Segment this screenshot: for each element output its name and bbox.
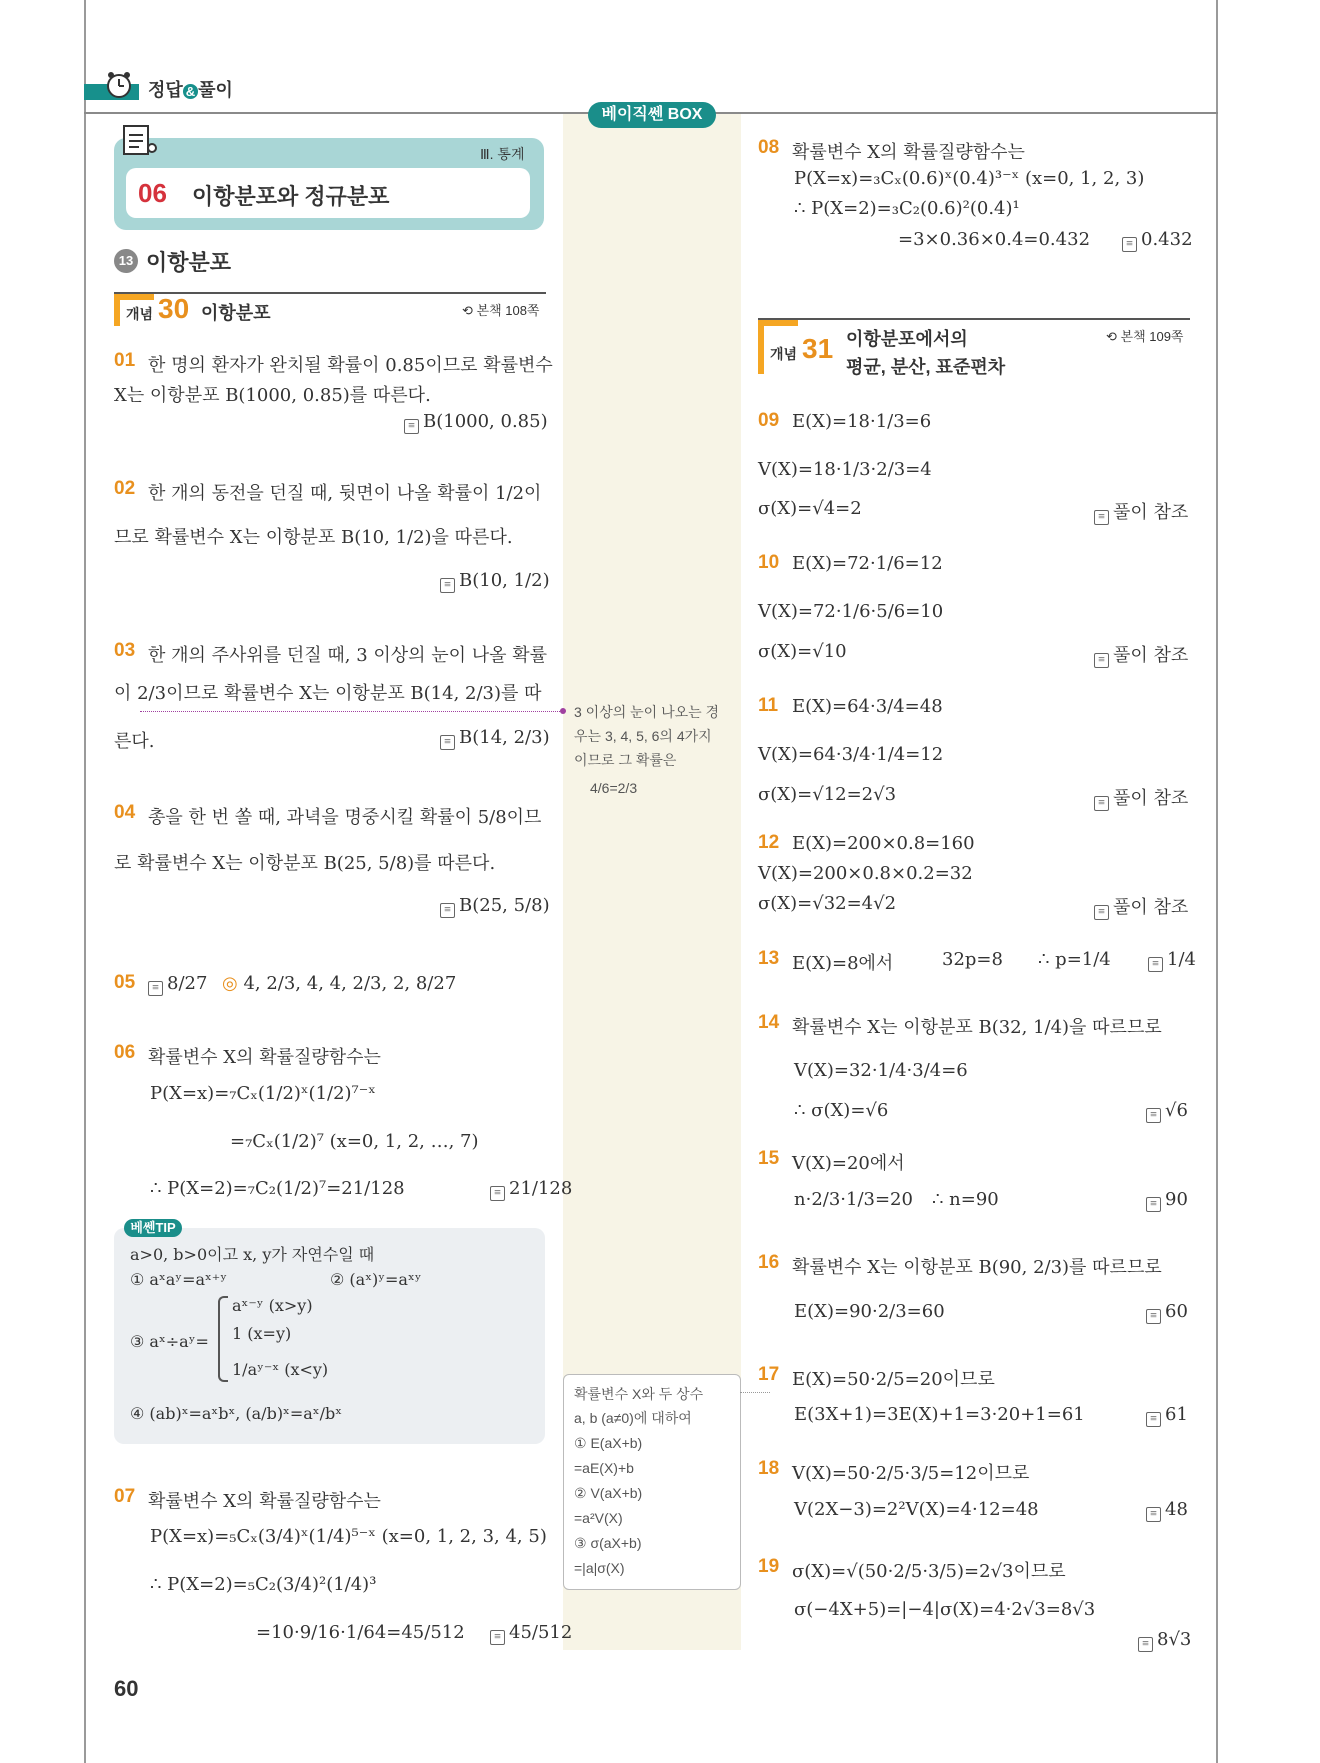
p15-number: 15 (758, 1148, 780, 1169)
side-note1-l1: 3 이상의 눈이 나오는 경 (574, 704, 720, 720)
p13-line1: E(X)=8에서 (792, 953, 894, 974)
concept31-ref (1106, 326, 1184, 345)
tip-brace (218, 1296, 228, 1382)
concept30-small: 개념 (126, 306, 154, 322)
p14-answer-text: √6 (1165, 1100, 1188, 1121)
p10-answer-text: 풀이 참조 (1113, 645, 1189, 666)
tip-line3a: aˣ⁻ʸ (x>y) (232, 1296, 313, 1315)
p05-answer-text: 8/27 (167, 973, 208, 994)
concept31-small: 개념 (770, 346, 798, 362)
answer-mark-icon: ≡ (440, 903, 455, 918)
answer-mark-icon: ≡ (490, 1186, 505, 1201)
p16-number: 16 (758, 1252, 780, 1273)
p17-number: 17 (758, 1364, 780, 1385)
p12-line2: V(X)=200×0.8×0.2=32 (758, 863, 973, 884)
p09-answer (1094, 498, 1188, 525)
p01-answer (404, 411, 548, 434)
p03-line2: 이 2/3이므로 확률변수 X는 이항분포 B(14, 2/3)를 따 (114, 683, 542, 704)
side-box-l5: ② V(aX+b) (574, 1485, 643, 1501)
p15-line1: V(X)=20에서 (792, 1153, 905, 1174)
p14-answer (1146, 1100, 1188, 1123)
p04-line2: 로 확률변수 X는 이항분포 B(25, 5/8)를 따른다. (114, 853, 496, 874)
p02-line2: 므로 확률변수 X는 이항분포 B(10, 1/2)을 따른다. (114, 527, 513, 548)
p14-line3: ∴ σ(X)=√6 (794, 1100, 889, 1121)
side-box-l6: =a²V(X) (574, 1510, 623, 1526)
tip-line3b: 1 (x=y) (232, 1324, 292, 1343)
header-title-b: 풀이 (198, 80, 233, 100)
p14-number: 14 (758, 1012, 780, 1033)
concept30-ref (462, 300, 540, 319)
side-box-l2: a, b (a≠0)에 대하여 (574, 1410, 692, 1426)
p18-line1: V(X)=50·2/5·3/5=12이므로 (792, 1463, 1030, 1484)
p06-number: 06 (114, 1042, 136, 1063)
header-title (148, 76, 233, 102)
answer-mark-icon: ≡ (1146, 1412, 1161, 1427)
p11-line2: V(X)=64·3/4·1/4=12 (758, 744, 944, 765)
p04-answer-text: B(25, 5/8) (459, 895, 550, 916)
concept30-ref-text: 본책 108쪽 (476, 303, 540, 318)
p11-answer (1094, 784, 1188, 811)
concept30-name: 이항분포 (201, 303, 271, 323)
p10-number: 10 (758, 552, 780, 573)
p07-answer-text: 45/512 (509, 1622, 573, 1643)
p19-answer-text: 8√3 (1157, 1629, 1192, 1650)
p06-line3: =₇Cₓ(1/2)⁷ (x=0, 1, 2, …, 7) (230, 1131, 479, 1152)
p09-line3: σ(X)=√4=2 (758, 498, 862, 519)
chapter-name: 이항분포와 정규분포 (192, 184, 390, 209)
p04-line1: 총을 한 번 쏠 때, 과녁을 명중시킬 확률이 5/8이므 (148, 807, 542, 828)
p18-number: 18 (758, 1458, 780, 1479)
concept30-tab-top (114, 294, 154, 300)
side-box-connector (740, 1392, 770, 1393)
p10-line1: E(X)=72·1/6=12 (792, 553, 943, 574)
concept31-number: 31 (802, 333, 834, 364)
p06-line4: ∴ P(X=2)=₇C₂(1/2)⁷=21/128 (150, 1178, 405, 1199)
p08-line4: =3×0.36×0.4=0.432 (898, 229, 1091, 250)
tip-line2a: ① aˣaʸ=aˣ⁺ʸ (130, 1270, 228, 1289)
page-frame-right (1216, 0, 1218, 1763)
side-note1-l4: 4/6=2/3 (590, 780, 638, 796)
p12-answer (1094, 893, 1188, 920)
p13-number: 13 (758, 948, 780, 969)
p07-number: 07 (114, 1486, 136, 1507)
answer-mark-icon: ≡ (148, 981, 163, 996)
p05-extra-text: 4, 2/3, 4, 4, 2/3, 2, 8/27 (243, 973, 457, 994)
p06-answer-text: 21/128 (509, 1178, 573, 1199)
p07-line3: ∴ P(X=2)=₅C₂(3/4)²(1/4)³ (150, 1574, 377, 1595)
p01-number: 01 (114, 350, 136, 371)
p14-line2: V(X)=32·1/4·3/4=6 (794, 1060, 968, 1081)
answer-mark-icon: ≡ (1146, 1507, 1161, 1522)
chapter-number: 06 (138, 178, 167, 208)
side-box-l8: =|a|σ(X) (574, 1560, 625, 1576)
p10-line2: V(X)=72·1/6·5/6=10 (758, 601, 944, 622)
p01-answer-text: B(1000, 0.85) (423, 411, 548, 432)
p08-answer-text: 0.432 (1141, 229, 1193, 250)
p03-note-connector (140, 711, 560, 712)
p09-line1: E(X)=18·1/3=6 (792, 411, 932, 432)
p15-line2: n·2/3·1/3=20 (794, 1189, 913, 1210)
target-icon: ◎ (222, 973, 244, 994)
p06-line1: 확률변수 X의 확률질량함수는 (148, 1047, 381, 1068)
p03-line1: 한 개의 주사위를 던질 때, 3 이상의 눈이 나올 확률 (148, 645, 548, 666)
p10-line3: σ(X)=√10 (758, 641, 847, 662)
p15-answer (1146, 1189, 1188, 1212)
p07-answer (490, 1622, 572, 1645)
p18-line2: V(2X−3)=2²V(X)=4·12=48 (794, 1499, 1039, 1520)
p18-answer-text: 48 (1165, 1499, 1188, 1520)
p06-line2: P(X=x)=₇Cₓ(1/2)ˣ(1/2)⁷⁻ˣ (150, 1083, 376, 1104)
p12-number: 12 (758, 832, 780, 853)
page-number: 60 (114, 1676, 139, 1701)
p16-answer-text: 60 (1165, 1301, 1188, 1322)
p03-line3: 른다. (114, 731, 155, 752)
section-number: 13 (114, 249, 138, 273)
concept31-ref-text: 본책 109쪽 (1120, 329, 1184, 344)
side-box-l3: ① E(aX+b) (574, 1435, 643, 1451)
p19-answer (1138, 1629, 1191, 1652)
answer-mark-icon: ≡ (440, 578, 455, 593)
answer-mark-icon: ≡ (440, 735, 455, 750)
tip-label: 베쎈TIP (124, 1219, 182, 1237)
p16-line1: 확률변수 X는 이항분포 B(90, 2/3)를 따르므로 (792, 1257, 1162, 1278)
p19-number: 19 (758, 1556, 780, 1577)
p15-line2b: ∴ n=90 (932, 1189, 999, 1210)
answer-mark-icon: ≡ (1094, 796, 1109, 811)
section-title: 이항분포 (146, 250, 232, 275)
side-box-l7: ③ σ(aX+b) (574, 1535, 642, 1551)
answer-mark-icon: ≡ (1146, 1197, 1161, 1212)
p17-answer (1146, 1404, 1188, 1427)
header-title-a: 정답 (148, 80, 183, 100)
tip-line1: a>0, b>0이고 x, y가 자연수일 때 (130, 1245, 375, 1264)
p08-number: 08 (758, 137, 780, 158)
p07-line2: P(X=x)=₅Cₓ(3/4)ˣ(1/4)⁵⁻ˣ (x=0, 1, 2, 3, 4, 5) (150, 1526, 547, 1547)
p11-number: 11 (758, 695, 779, 716)
p16-answer (1146, 1301, 1188, 1324)
p04-answer (440, 895, 550, 918)
p07-line1: 확률변수 X의 확률질량함수는 (148, 1491, 381, 1512)
side-note1-l2: 우는 3, 4, 5, 6의 4가지 (574, 728, 712, 744)
page-frame-left (84, 0, 86, 1763)
concept31-tab (758, 320, 764, 374)
p19-line2: σ(−4X+5)=|−4|σ(X)=4·2√3=8√3 (794, 1599, 1096, 1620)
p02-answer (440, 570, 550, 593)
p10-answer (1094, 641, 1188, 668)
chapter-unit: Ⅲ. 통계 (480, 146, 525, 162)
notepad-icon (118, 122, 158, 160)
p04-number: 04 (114, 802, 136, 823)
concept31-name-line2: 평균, 분산, 표준편차 (846, 357, 1006, 377)
note-bullet (560, 708, 566, 714)
answer-mark-icon: ≡ (1094, 905, 1109, 920)
p11-line3: σ(X)=√12=2√3 (758, 784, 897, 805)
p08-answer (1122, 229, 1193, 252)
p13-line1c: ∴ p=1/4 (1038, 949, 1111, 970)
answer-mark-icon: ≡ (1094, 653, 1109, 668)
p16-line2: E(X)=90·2/3=60 (794, 1301, 945, 1322)
concept31-rule (758, 318, 1190, 320)
p18-answer (1146, 1499, 1188, 1522)
side-box-l4: =aE(X)+b (574, 1460, 634, 1476)
p03-number: 03 (114, 640, 136, 661)
header-title-amp: & (183, 84, 198, 99)
concept31-name-line1: 이항분포에서의 (846, 329, 968, 349)
p01-line2: X는 이항분포 B(1000, 0.85)를 따른다. (114, 385, 431, 406)
side-note1-l3: 이므로 그 확률은 (574, 752, 677, 768)
p17-line2: E(3X+1)=3E(X)+1=3·20+1=61 (794, 1404, 1085, 1425)
p14-line1: 확률변수 X는 이항분포 B(32, 1/4)을 따르므로 (792, 1017, 1162, 1038)
answer-mark-icon: ≡ (1094, 510, 1109, 525)
refresh-icon: ⟲ (462, 303, 477, 318)
p07-line4: =10·9/16·1/64=45/512 (256, 1622, 465, 1643)
p13-answer (1148, 949, 1196, 972)
p02-line1: 한 개의 동전을 던질 때, 뒷면이 나올 확률이 1/2이 (148, 483, 542, 504)
p05-extra (222, 973, 456, 994)
tip-line3c: 1/aʸ⁻ˣ (x<y) (232, 1360, 329, 1379)
answer-mark-icon: ≡ (1122, 237, 1137, 252)
basic-box-label: 베이직쎈 BOX (588, 102, 716, 128)
p13-answer-text: 1/4 (1167, 949, 1196, 970)
p11-line1: E(X)=64·3/4=48 (792, 696, 943, 717)
p06-answer (490, 1178, 572, 1201)
p17-line1: E(X)=50·2/5=20이므로 (792, 1369, 995, 1390)
p02-answer-text: B(10, 1/2) (459, 570, 550, 591)
answer-mark-icon: ≡ (1138, 1637, 1153, 1652)
tip-line4: ④ (ab)ˣ=aˣbˣ, (a/b)ˣ=aˣ/bˣ (130, 1404, 342, 1423)
answer-mark-icon: ≡ (1146, 1309, 1161, 1324)
p01-line1: 한 명의 환자가 완치될 확률이 0.85이므로 확률변수 (148, 355, 553, 376)
concept30-number: 30 (158, 293, 190, 324)
p05-answer (148, 973, 207, 996)
answer-mark-icon: ≡ (1146, 1108, 1161, 1123)
answer-mark-icon: ≡ (490, 1630, 505, 1645)
clock-icon (104, 70, 134, 104)
p12-answer-text: 풀이 참조 (1113, 897, 1189, 918)
p05-number: 05 (114, 972, 136, 993)
p11-answer-text: 풀이 참조 (1113, 788, 1189, 809)
p08-line3: ∴ P(X=2)=₃C₂(0.6)²(0.4)¹ (794, 198, 1020, 219)
refresh-icon: ⟲ (1106, 329, 1121, 344)
p08-line1: 확률변수 X의 확률질량함수는 (792, 142, 1025, 163)
p03-answer-text: B(14, 2/3) (459, 727, 550, 748)
p09-number: 09 (758, 410, 780, 431)
p03-answer (440, 727, 550, 750)
concept31-tab-top (758, 320, 798, 326)
answer-mark-icon: ≡ (404, 419, 419, 434)
p19-line1: σ(X)=√(50·2/5·3/5)=2√3이므로 (792, 1561, 1066, 1582)
p17-answer-text: 61 (1165, 1404, 1188, 1425)
p09-answer-text: 풀이 참조 (1113, 502, 1189, 523)
p15-answer-text: 90 (1165, 1189, 1188, 1210)
p09-line2: V(X)=18·1/3·2/3=4 (758, 459, 932, 480)
side-box-l1: 확률변수 X와 두 상수 (574, 1386, 704, 1402)
tip-line2b: ② (aˣ)ʸ=aˣʸ (330, 1270, 422, 1289)
p08-line2: P(X=x)=₃Cₓ(0.6)ˣ(0.4)³⁻ˣ (x=0, 1, 2, 3) (794, 168, 1145, 189)
answer-mark-icon: ≡ (1148, 957, 1163, 972)
p12-line1: E(X)=200×0.8=160 (792, 833, 975, 854)
p02-number: 02 (114, 478, 136, 499)
p12-line3: σ(X)=√32=4√2 (758, 893, 897, 914)
p13-line1b: 32p=8 (942, 949, 1003, 970)
tip-line3-lead: ③ aˣ÷aʸ= (130, 1332, 209, 1351)
